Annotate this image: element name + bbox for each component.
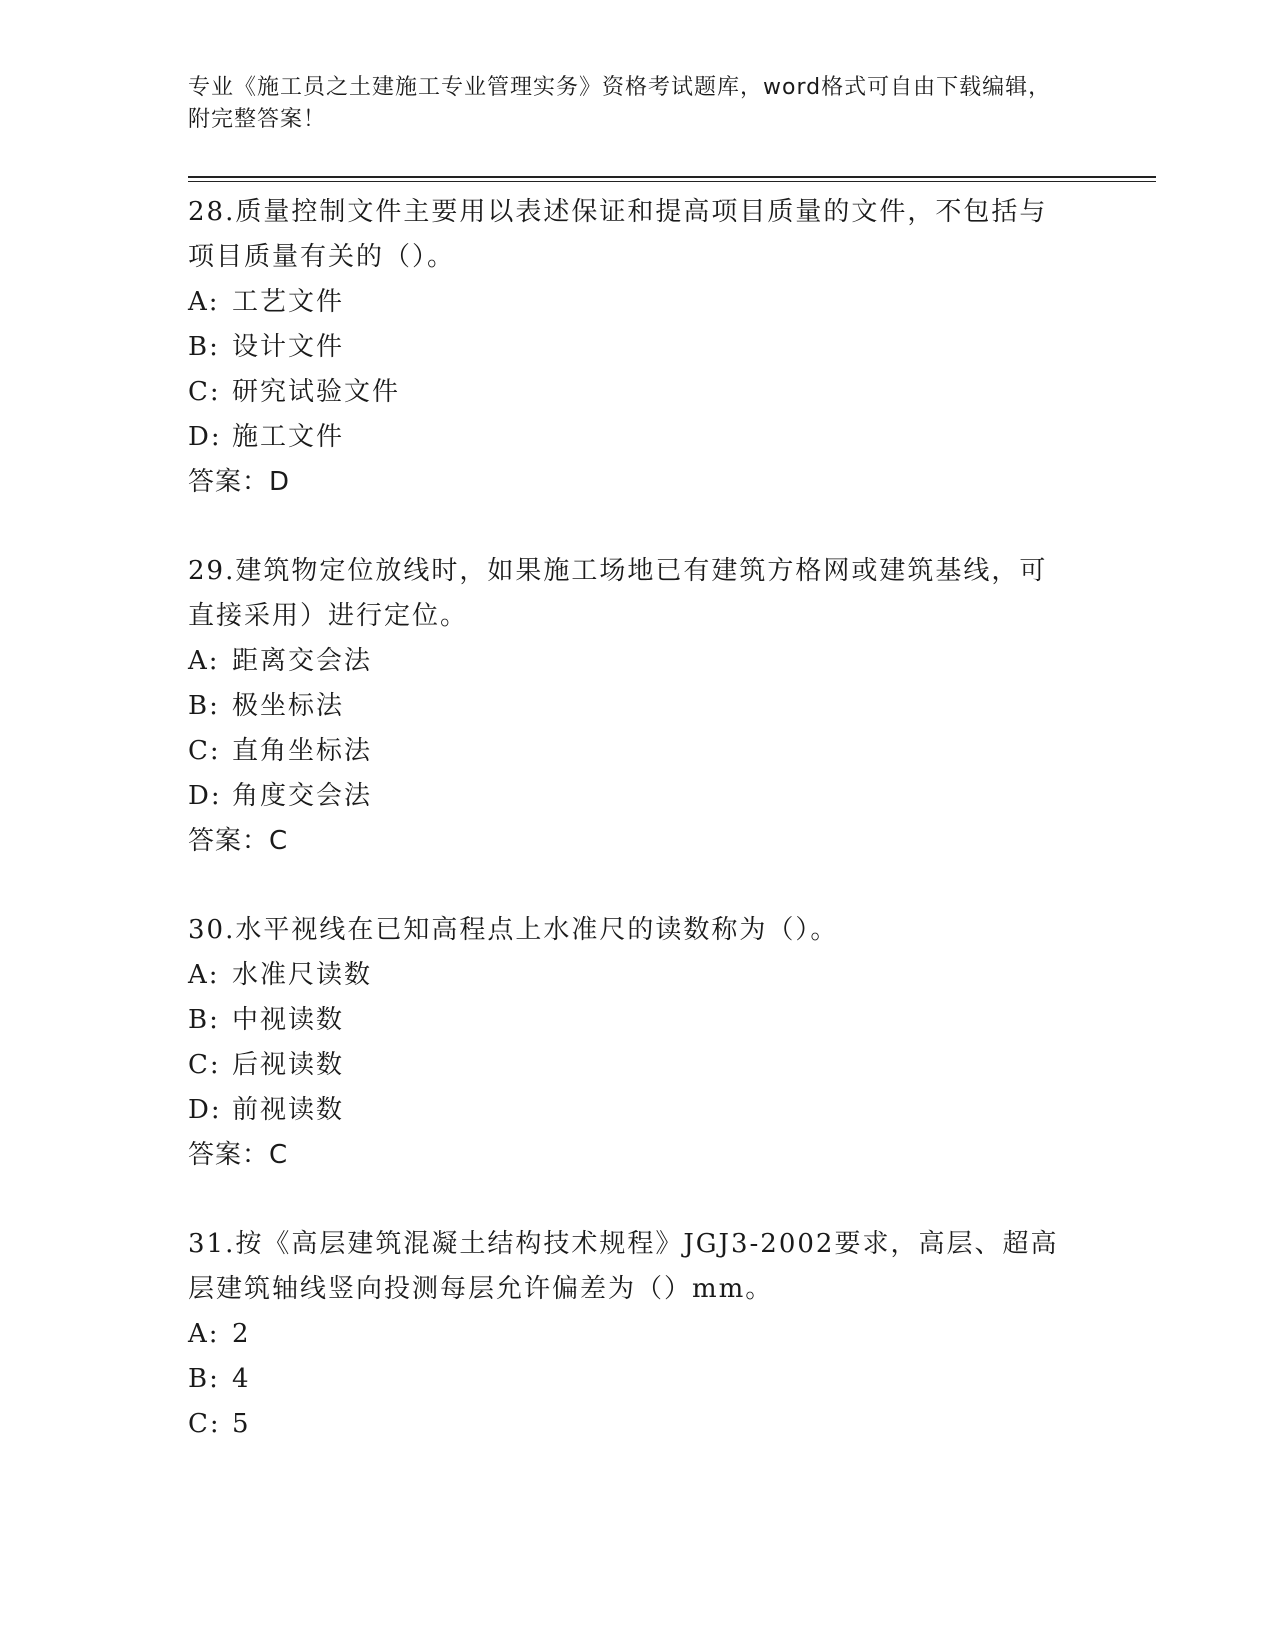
option-text: 中视读数	[232, 1005, 345, 1035]
option-c	[188, 729, 1088, 774]
option-c	[188, 1043, 1088, 1088]
option-letter: B:	[188, 1005, 220, 1035]
option-b	[188, 325, 1088, 370]
option-letter: A:	[188, 1319, 220, 1349]
question-stem: 31.按《高层建筑混凝土结构技术规程》JGJ3-2002要求，高层、超高层建筑轴线竖向投测每层允许偏差为（）mm。	[188, 1229, 1059, 1304]
option-text: 水准尺读数	[232, 960, 373, 990]
option-text: 设计文件	[232, 332, 345, 362]
option-b	[188, 684, 1088, 729]
question-31	[188, 1222, 1088, 1447]
page-header: 专业《施工员之土建施工专业管理实务》资格考试题库，word格式可自由下载编辑，附完整答案！	[188, 75, 1052, 132]
option-letter: C:	[188, 736, 221, 766]
option-d	[188, 1088, 1088, 1133]
option-a	[188, 1312, 1088, 1357]
option-text: 5	[232, 1409, 251, 1439]
answer-line: 答案：D	[188, 467, 291, 497]
option-a	[188, 280, 1088, 325]
question-30	[188, 908, 1088, 1178]
option-text: 前视读数	[232, 1095, 345, 1125]
option-c	[188, 1402, 1088, 1447]
option-letter: A:	[188, 287, 220, 317]
option-letter: B:	[188, 1364, 220, 1394]
answer-line: 答案：C	[188, 1140, 289, 1170]
option-letter: D:	[188, 1095, 222, 1125]
option-b	[188, 998, 1088, 1043]
option-text: 极坐标法	[232, 691, 345, 721]
question-stem: 30.水平视线在已知高程点上水准尺的读数称为（）。	[188, 915, 839, 945]
option-text: 直角坐标法	[232, 736, 373, 766]
option-c	[188, 370, 1088, 415]
option-letter: C:	[188, 377, 221, 407]
question-28	[188, 190, 1088, 505]
header-divider	[188, 176, 1156, 178]
option-text: 距离交会法	[232, 646, 373, 676]
option-text: 2	[232, 1319, 251, 1349]
option-text: 施工文件	[232, 422, 345, 452]
option-a	[188, 953, 1088, 998]
option-text: 角度交会法	[232, 781, 373, 811]
option-letter: C:	[188, 1409, 221, 1439]
question-stem: 29.建筑物定位放线时，如果施工场地已有建筑方格网或建筑基线，可直接采用）进行定位。	[188, 556, 1048, 631]
option-letter: C:	[188, 1050, 221, 1080]
option-letter: A:	[188, 646, 220, 676]
question-list	[188, 190, 1088, 1491]
option-letter: D:	[188, 422, 222, 452]
option-a	[188, 639, 1088, 684]
option-d	[188, 415, 1088, 460]
option-d	[188, 774, 1088, 819]
option-b	[188, 1357, 1088, 1402]
question-stem: 28.质量控制文件主要用以表述保证和提高项目质量的文件，不包括与项目质量有关的（）。	[188, 197, 1048, 272]
option-text: 工艺文件	[232, 287, 345, 317]
option-text: 后视读数	[232, 1050, 345, 1080]
option-letter: D:	[188, 781, 222, 811]
option-letter: B:	[188, 691, 220, 721]
answer-line: 答案：C	[188, 826, 289, 856]
option-letter: A:	[188, 960, 220, 990]
header-divider-thin	[188, 181, 1156, 182]
question-29	[188, 549, 1088, 864]
option-letter: B:	[188, 332, 220, 362]
option-text: 4	[232, 1364, 251, 1394]
option-text: 研究试验文件	[232, 377, 401, 407]
